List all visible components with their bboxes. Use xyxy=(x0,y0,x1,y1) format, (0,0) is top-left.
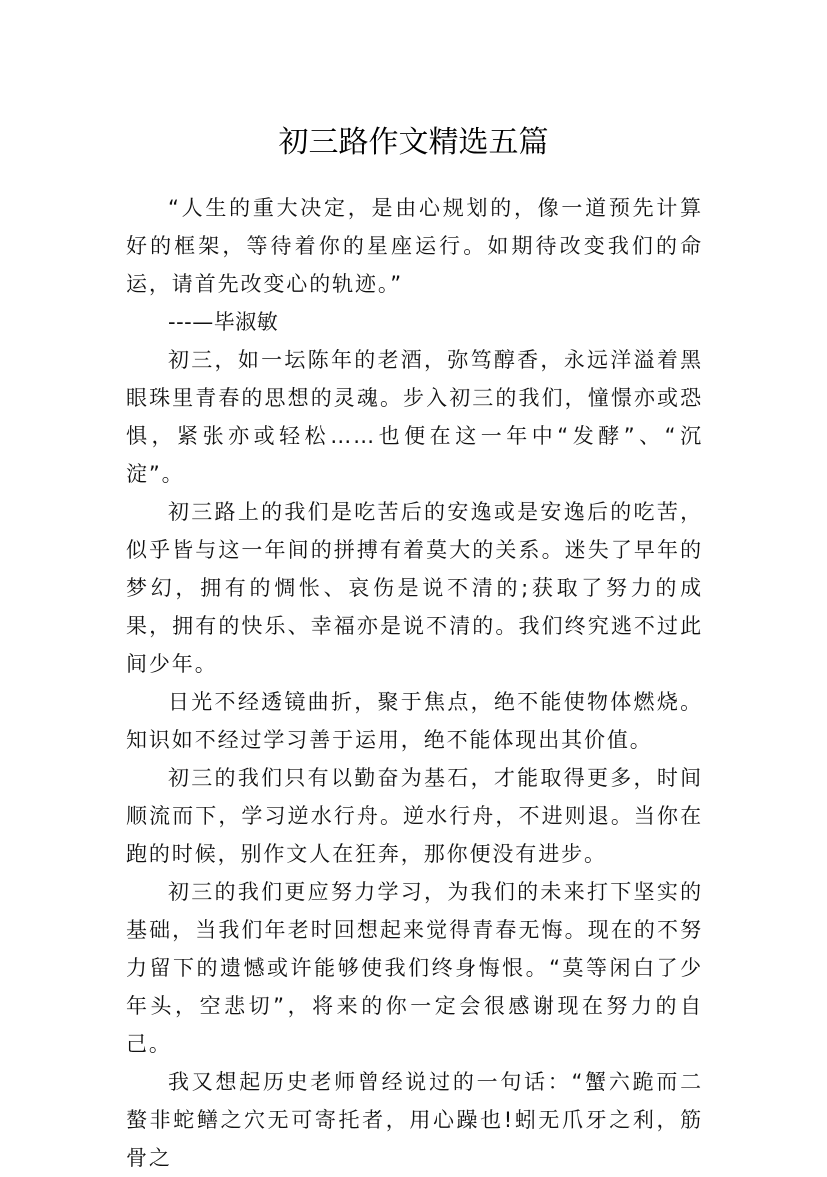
paragraph-6: 我又想起历史老师曾经说过的一句话：“蟹六跪而二螯非蛇鳝之穴无可寄托者，用心躁也!蚓无爪牙之利，筋骨之 xyxy=(126,1070,703,1170)
paragraph-5: 初三的我们更应努力学习，为我们的未来打下坚实的基础，当我们年老时回想起来觉得青春无悔。现在的不努力留下的遗憾或许能够使我们终身悔恨。“莫等闲白了少年头，空悲切”，将来的你一定会很感谢现在努力的自己。 xyxy=(126,880,703,1056)
paragraph-3: 日光不经透镜曲折，聚于焦点，绝不能使物体燃烧。知识如不经过学习善于运用，绝不能体现出其价值。 xyxy=(126,690,703,752)
document-body xyxy=(126,189,703,1177)
paragraph-1: 初三，如一坛陈年的老酒，弥笃醇香，永远洋溢着黑眼珠里青春的思想的灵魂。步入初三的我们，憧憬亦或恐惧，紧张亦或轻松……也便在这一年中“发酵”、“沉淀”。 xyxy=(126,348,703,486)
paragraph-attribution: ---—毕淑敏 xyxy=(168,310,279,334)
paragraph-quote: “人生的重大决定，是由心规划的，像一道预先计算好的框架，等待着你的星座运行。如期待改变我们的命运，请首先改变心的轨迹。” xyxy=(126,196,703,296)
paragraph-2: 初三路上的我们是吃苦后的安逸或是安逸后的吃苦，似乎皆与这一年间的拼搏有着莫大的关系。迷失了早年的梦幻，拥有的惆怅、哀伤是说不清的;获取了努力的成果，拥有的快乐、幸福亦是说不清的。我们终究逃不过此间少年。 xyxy=(126,500,703,676)
document-title: 初三路作文精选五篇 xyxy=(278,125,549,161)
paragraph-4: 初三的我们只有以勤奋为基石，才能取得更多，时间顺流而下，学习逆水行舟。逆水行舟，不进则退。当你在跑的时候，别作文人在狂奔，那你便没有进步。 xyxy=(126,766,703,866)
